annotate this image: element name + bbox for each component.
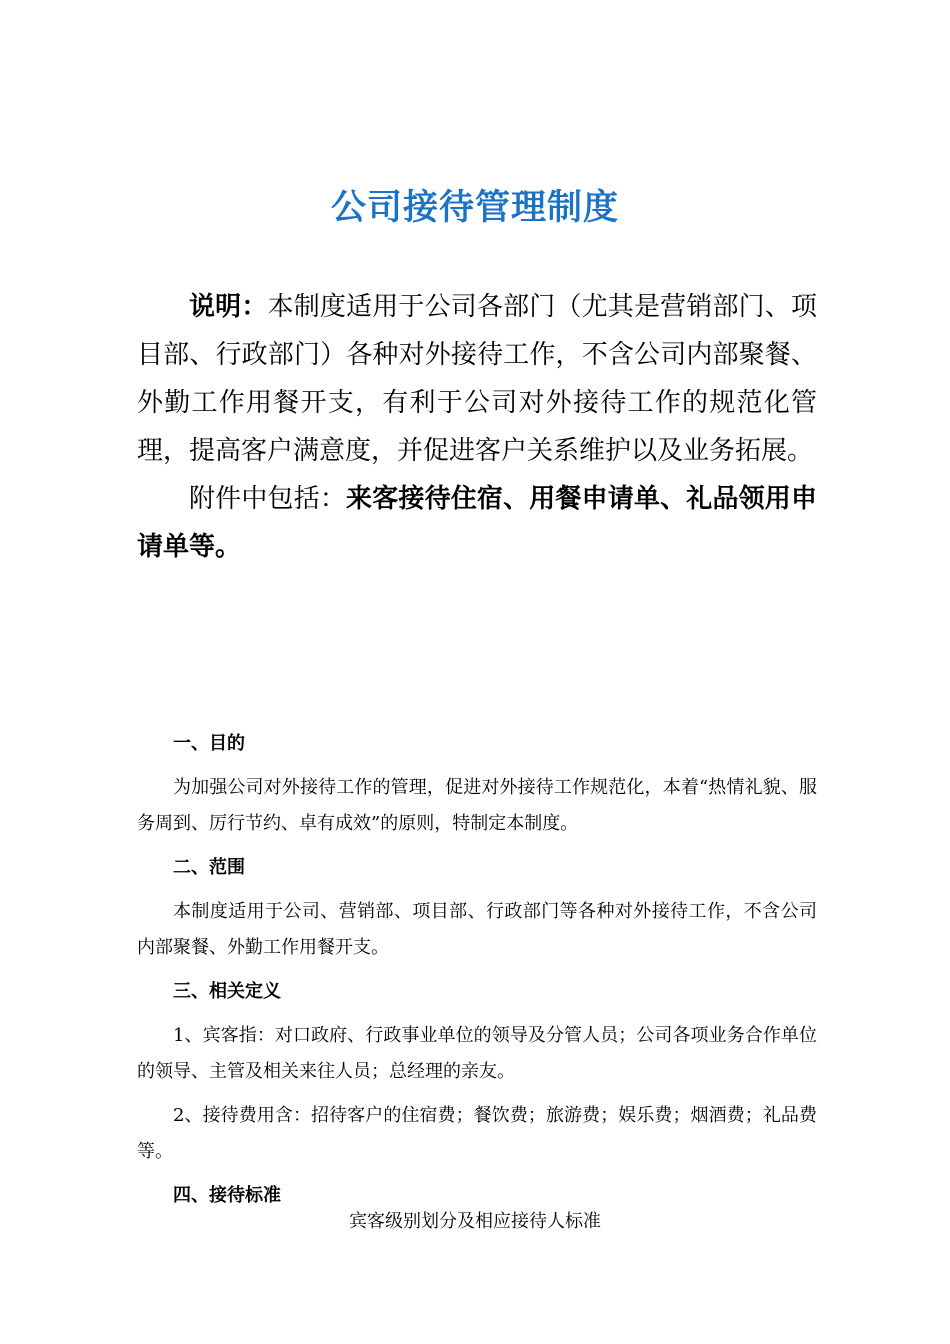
- note-label: 说明：: [189, 292, 268, 322]
- intro-block: [137, 283, 817, 571]
- section-text-purpose: 为加强公司对外接待工作的管理，促进对外接待工作规范化，本着“热情礼貌、服务周到、厉行节约、卓有成效”的原则，特制定本制度。: [137, 777, 817, 834]
- definition-guests: 1、宾客指：对口政府、行政事业单位的领导及分管人员；公司各项业务合作单位的领导、主管及相关来往人员；总经理的亲友。: [137, 1025, 817, 1082]
- attachment-text: 来客接待住宿、用餐申请单、礼品领用申请单等。: [137, 484, 817, 562]
- note-text: 本制度适用于公司各部门（尤其是营销部门、项目部、行政部门）各种对外接待工作，不含公司内部聚餐、外勤工作用餐开支，有利于公司对外接待工作的规范化管理，提高客户满意度，并促进客户关系维护以及业务拓展。: [137, 292, 817, 466]
- table-caption: 宾客级别划分及相应接待人标准: [349, 1211, 601, 1232]
- intro-attachment: [137, 475, 817, 571]
- attachment-label: 附件中包括：: [189, 484, 347, 514]
- section-heading-purpose: 一、目的: [173, 733, 245, 754]
- section-heading-definitions: 三、相关定义: [173, 981, 281, 1002]
- policy-body: [137, 726, 817, 1222]
- section-heading-scope: 二、范围: [173, 857, 245, 878]
- document-title: 公司接待管理制度: [330, 188, 619, 228]
- intro-note: [137, 283, 817, 475]
- section-heading-standards: 四、接待标准: [173, 1185, 281, 1206]
- section-text-scope: 本制度适用于公司、营销部、项目部、行政部门等各种对外接待工作，不含公司内部聚餐、外勤工作用餐开支。: [137, 901, 817, 958]
- definition-expenses: 2、接待费用含：招待客户的住宿费；餐饮费；旅游费；娱乐费；烟酒费；礼品费等。: [137, 1105, 817, 1162]
